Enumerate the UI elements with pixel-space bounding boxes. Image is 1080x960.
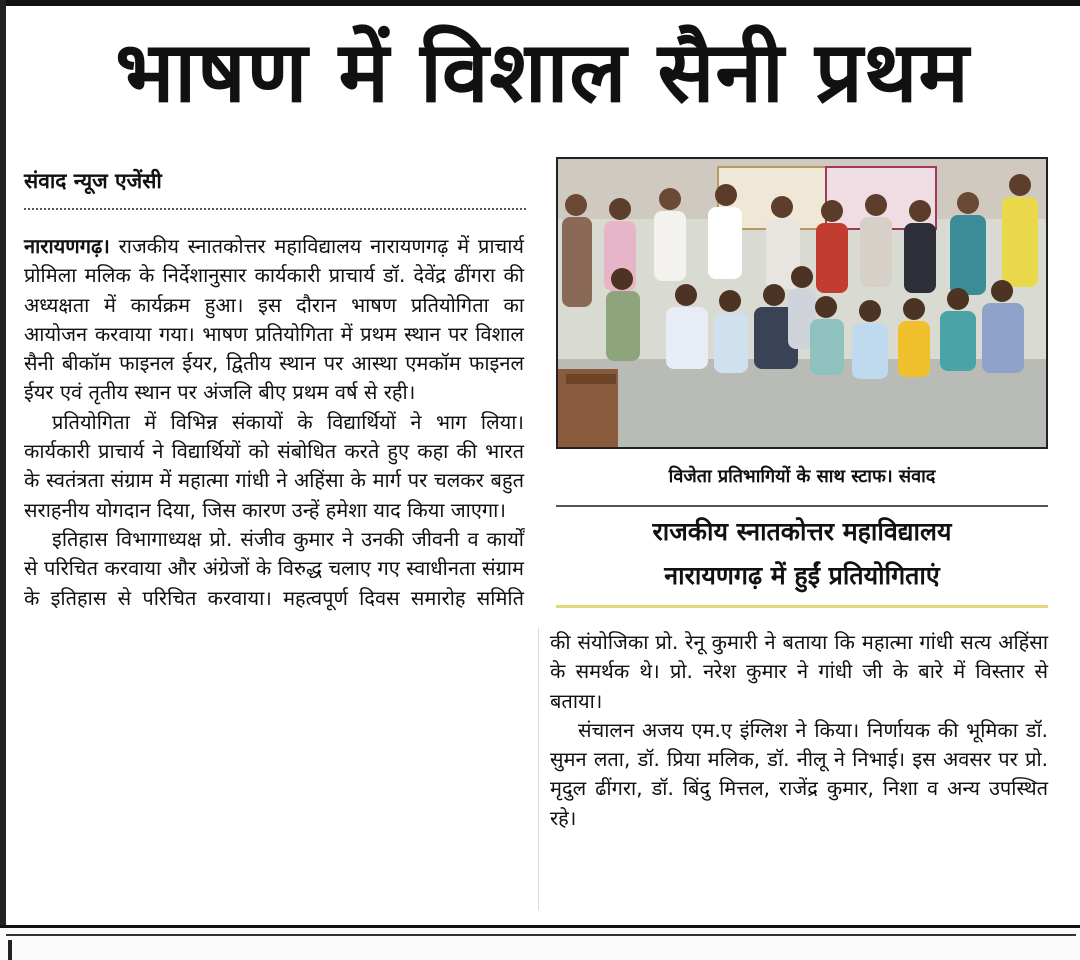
bottom-rule	[6, 934, 1076, 936]
left-page-edge	[0, 0, 6, 957]
column-divider	[538, 628, 539, 910]
byline: संवाद न्यूज एजेंसी	[24, 169, 162, 193]
subheadline-line-1: राजकीय स्नातकोत्तर महाविद्यालय	[652, 517, 952, 546]
subhead-divider	[556, 605, 1048, 608]
photo-caption: विजेता प्रतिभागियों के साथ स्टाफ। संवाद	[668, 466, 936, 487]
next-article-strip	[0, 925, 1080, 960]
bottom-left-mark	[8, 940, 12, 960]
dateline: नारायणगढ़।	[24, 234, 110, 258]
paragraph-text: संचालन अजय एम.ए इंग्लिश ने किया। निर्णायक की भूमिका डॉ. सुमन लता, डॉ. प्रिया मलिक, डॉ. नीलू ने निभाई। इस अवसर पर प्रो. मृदुल ढींगरा, डॉ. बिंदु मित्तल, राजेंद्र कुमार, निशा व अन्य उपस्थित रहे।	[550, 717, 1048, 830]
article-left-column	[24, 232, 524, 613]
paragraph-text: इतिहास विभागाध्यक्ष प्रो. संजीव कुमार ने उनकी जीवनी व कार्यों से परिचित करवाया और अंग्रेजों के विरुद्ध चलाए गए स्वाधीनता संग्राम के इतिहास से परिचित करवाया। महत्वपूर्ण दिवस समारोह समिति	[24, 526, 524, 610]
top-page-rule	[0, 0, 1080, 6]
group-photo	[556, 157, 1048, 449]
paragraph-4	[550, 628, 1048, 716]
paragraph-text: राजकीय स्नातकोत्तर महाविद्यालय नारायणगढ़ में प्राचार्य प्रोमिला मलिक के निर्देशानुसार कार्यकारी प्राचार्य डॉ. देवेंद्र ढींगरा की अध्यक्षता में कार्यक्रम हुआ। इस दौरान भाषण प्रतियोगिता का आयोजन करवाया गया। भाषण प्रतियोगिता में प्रथम स्थान पर विशाल सैनी बीकॉम फाइनल ईयर, द्वितीय स्थान पर आस्था एमकॉम फाइनल ईयर एवं तृतीय स्थान पर अंजलि बीए प्रथम वर्ष से रही।	[24, 234, 524, 405]
paragraph-2	[24, 408, 524, 525]
subheadline	[556, 510, 1048, 598]
headline: भाषण में विशाल सैनी प्रथम	[115, 23, 970, 121]
paragraph-text: की संयोजिका प्रो. रेनू कुमारी ने बताया कि महात्मा गांधी सत्य अहिंसा के समर्थक थे। प्रो. नरेश कुमार ने गांधी जी के बारे में विस्तार से बताया।	[550, 630, 1048, 713]
article-right-column	[550, 628, 1048, 833]
subheadline-line-2: नारायणगढ़ में हुईं प्रतियोगिताएं	[664, 561, 940, 590]
paragraph-1	[24, 232, 524, 408]
paragraph-text: प्रतियोगिता में विभिन्न संकायों के विद्यार्थियों ने भाग लिया। कार्यकारी प्राचार्य ने विद्यार्थियों को संबोधित करते हुए कहा की भारत के स्वतंत्रता संग्राम में महात्मा गांधी ने अहिंसा के मार्ग पर चलकर बहुत सराहनीय योगदान दिया, जिस कारण उन्हें हमेशा याद किया जाएगा।	[24, 409, 524, 522]
caption-divider	[556, 505, 1048, 507]
paragraph-5	[550, 716, 1048, 833]
paragraph-3	[24, 525, 524, 613]
byline-divider	[24, 208, 526, 210]
